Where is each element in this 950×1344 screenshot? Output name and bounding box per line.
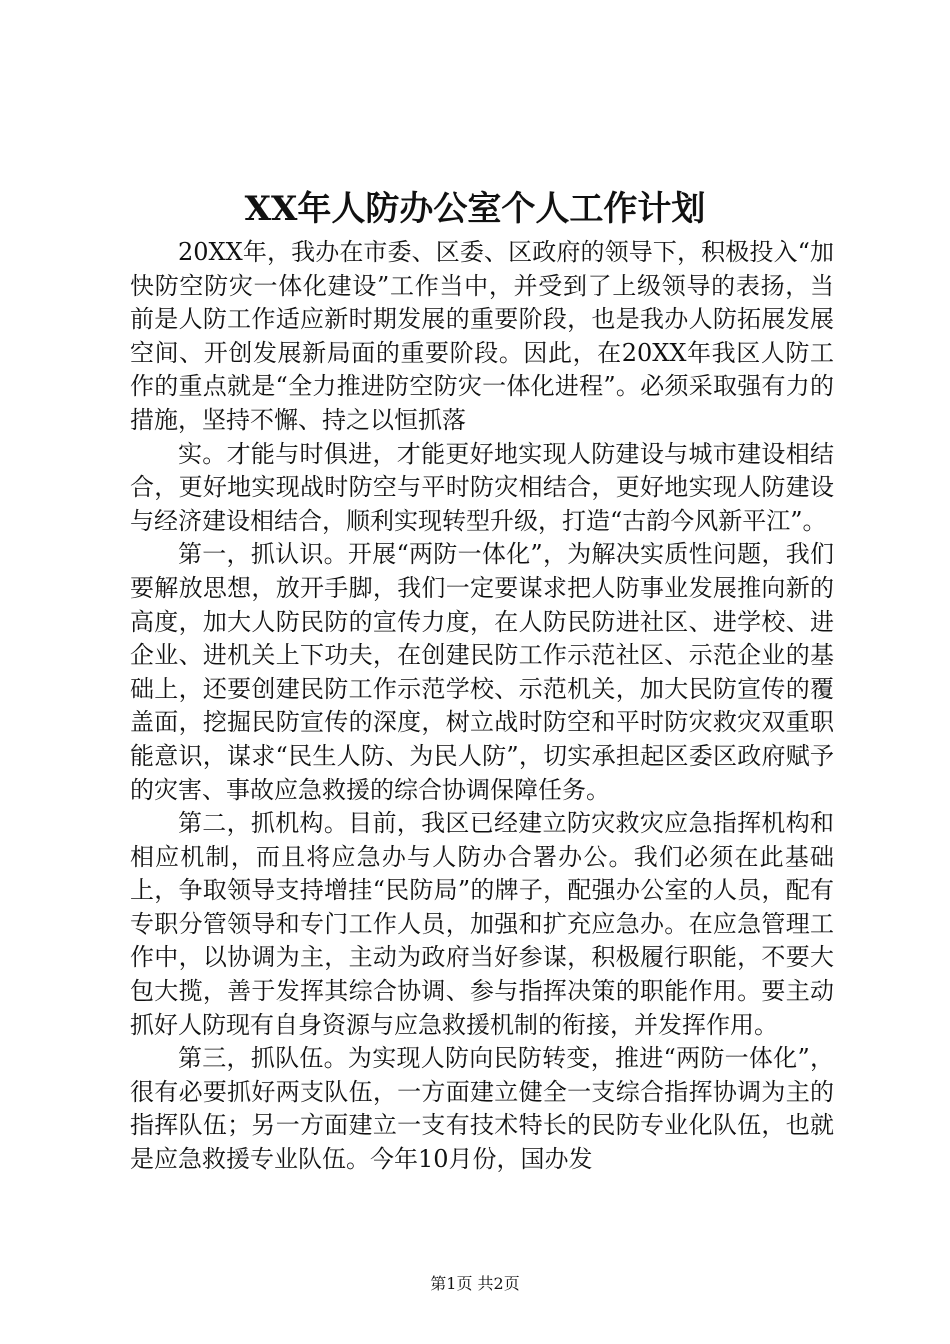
page-footer [0,1272,950,1296]
document-body [130,236,834,1177]
paragraph-4: 第二，抓机构。目前，我区已经建立防灾救灾应急指挥机构和相应机制，而且将应急办与人防办合署办公。我们必须在此基础上，争取领导支持增挂“民防局”的牌子，配强办公室的人员，配有专职分管领导和专门工作人员，加强和扩充应急办。在应急管理工作中，以协调为主，主动为政府当好参谋，积极履行职能，不要大包大揽，善于发挥其综合协调、参与指挥决策的职能作用。要主动抓好人防现有自身资源与应急救援机制的衔接，并发挥作用。 [130,809,834,1039]
page-title: XX年人防办公室个人工作计划 [244,189,706,229]
paragraph-1: 20XX年，我办在市委、区委、区政府的领导下，积极投入“加快防空防灾一体化建设”工作当中，并受到了上级领导的表扬，当前是人防工作适应新时期发展的重要阶段，也是我办人防拓展发展空间、开创发展新局面的重要阶段。因此，在20XX年我区人防工作的重点就是“全力推进防空防灾一体化进程”。必须采取强有力的措施，坚持不懈、持之以恒抓落 [130,238,834,434]
page-number: 第1页 共2页 [430,1274,520,1293]
paragraph-5: 第三，抓队伍。为实现人防向民防转变，推进“两防一体化”，很有必要抓好两支队伍，一方面建立健全一支综合指挥协调为主的指挥队伍；另一方面建立一支有技术特长的民防专业化队伍，也就是应急救援专业队伍。今年10月份，国办发 [130,1044,834,1174]
paragraph-3: 第一，抓认识。开展“两防一体化”，为解决实质性问题，我们要解放思想，放开手脚，我们一定要谋求把人防事业发展推向新的高度，加大人防民防的宣传力度，在人防民防进社区、进学校、进企业、进机关上下功夫，在创建民防工作示范社区、示范企业的基础上，还要创建民防工作示范学校、示范机关，加大民防宣传的覆盖面，挖掘民防宣传的深度，树立战时防空和平时防灾救灾双重职能意识，谋求“民生人防、为民人防”，切实承担起区委区政府赋予的灾害、事故应急救援的综合协调保障任务。 [130,540,834,804]
paragraph-2: 实。才能与时俱进，才能更好地实现人防建设与城市建设相结合，更好地实现战时防空与平时防灾相结合，更好地实现人防建设与经济建设相结合，顺利实现转型升级，打造“古韵今风新平江”。 [130,439,834,535]
